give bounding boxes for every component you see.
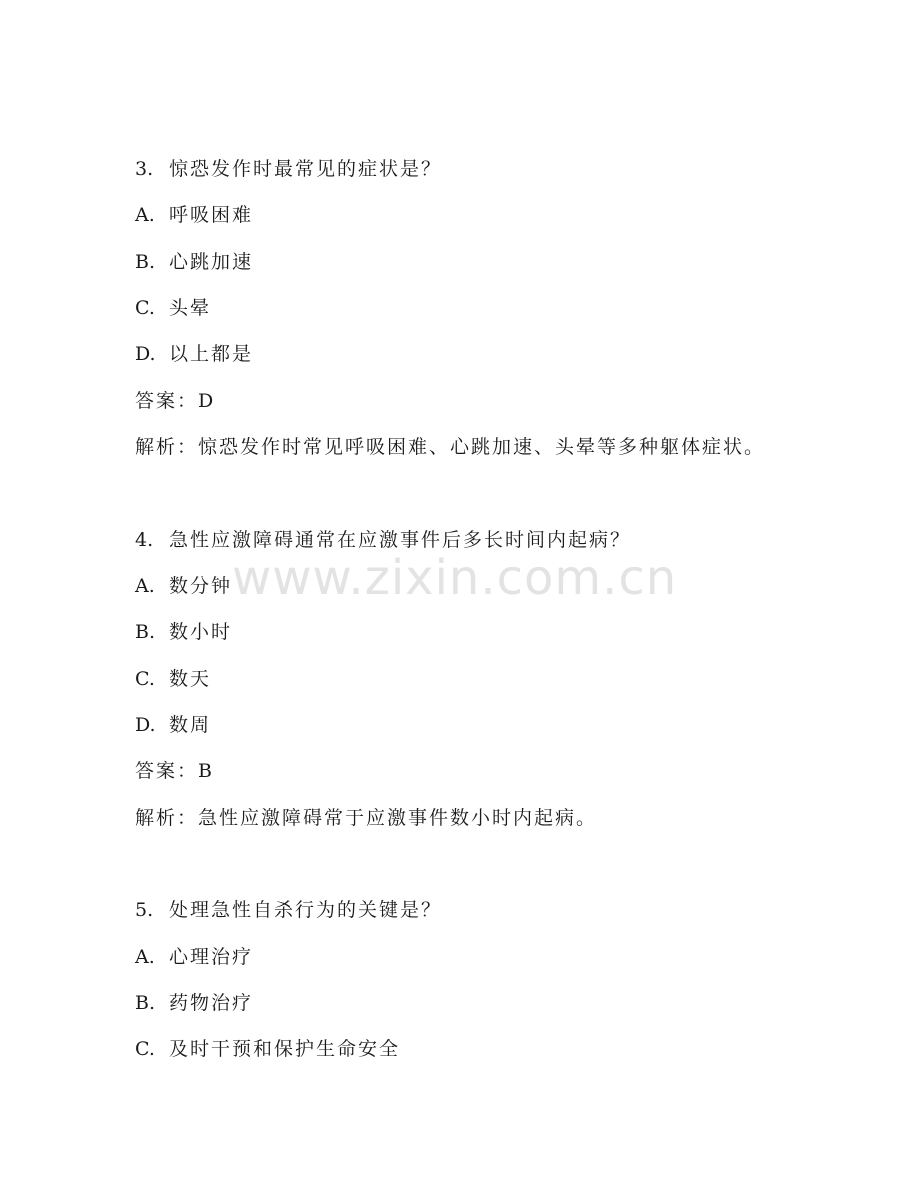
option-label: C. [135, 1038, 155, 1060]
question-3-analysis: 解析：惊恐发作时常见呼吸困难、心跳加速、头晕等多种躯体症状。 [135, 436, 766, 458]
watermark-text: www.zixin.com.cn [232, 550, 678, 606]
option-label: C. [135, 297, 155, 319]
option-label: D. [135, 343, 156, 365]
option-text: 以上都是 [169, 343, 254, 365]
question-3-option-c [135, 296, 211, 320]
question-3-answer: 答案：D [135, 390, 216, 412]
option-text: 数周 [169, 714, 212, 736]
question-5-title [135, 898, 442, 922]
question-4-title [135, 528, 631, 552]
option-text: 药物治疗 [169, 992, 254, 1014]
question-4-option-a [135, 574, 232, 598]
option-text: 数小时 [169, 621, 233, 643]
option-text: 及时干预和保护生命安全 [169, 1038, 401, 1060]
option-label: B. [135, 251, 156, 273]
question-number: 5. [135, 899, 154, 921]
question-number: 4. [135, 529, 154, 551]
question-3-option-a [135, 203, 253, 227]
question-4-option-b [135, 620, 232, 644]
question-5-option-b [135, 991, 253, 1015]
option-text: 数分钟 [169, 575, 233, 597]
option-label: A. [135, 575, 155, 597]
question-text: 急性应激障碍通常在应激事件后多长时间内起病？ [169, 529, 632, 551]
option-text: 心理治疗 [169, 946, 254, 968]
question-4-option-d [135, 713, 211, 737]
question-3-option-b [135, 250, 253, 274]
question-4-option-c [135, 667, 211, 691]
option-label: A. [135, 946, 155, 968]
question-text: 惊恐发作时最常见的症状是？ [169, 158, 443, 180]
question-number: 3. [135, 158, 154, 180]
question-3-option-d [135, 342, 253, 366]
question-3-title [135, 157, 442, 181]
option-text: 心跳加速 [169, 251, 254, 273]
option-text: 头晕 [169, 297, 212, 319]
option-label: C. [135, 668, 155, 690]
question-text: 处理急性自杀行为的关键是？ [169, 899, 443, 921]
question-4-answer: 答案：B [135, 760, 214, 782]
option-label: A. [135, 204, 155, 226]
question-4-analysis: 解析：急性应激障碍常于应激事件数小时内起病。 [135, 807, 598, 829]
question-5-option-c [135, 1037, 400, 1061]
option-text: 呼吸困难 [169, 204, 254, 226]
option-label: D. [135, 714, 156, 736]
option-text: 数天 [169, 668, 212, 690]
option-label: B. [135, 621, 156, 643]
option-label: B. [135, 992, 156, 1014]
question-5-option-a [135, 945, 253, 969]
